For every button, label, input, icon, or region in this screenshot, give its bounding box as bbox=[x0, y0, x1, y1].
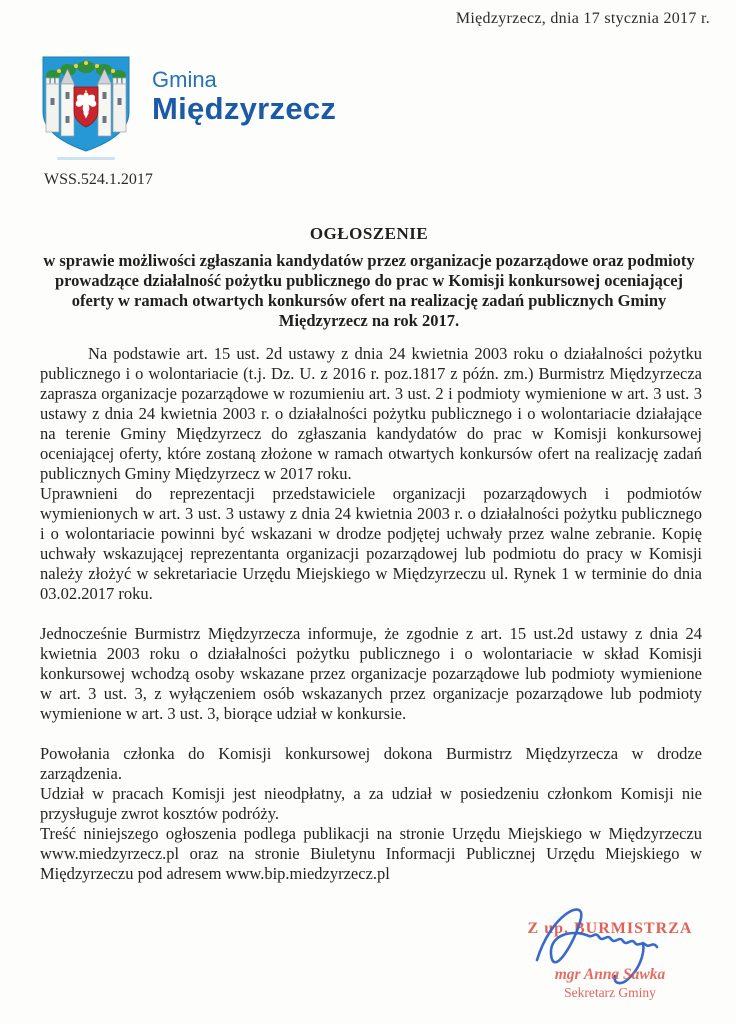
body-paragraph-1: Na podstawie art. 15 ust. 2d ustawy z dnia 24 kwietnia 2003 roku o działalności pożytku publicznego i o wolontariacie (t.j. Dz. U. z 2016 r. poz.1817 z późn. zm.) Burmistrz Międzyrzecza zaprasza organizacje pozarządowe w rozumieniu art. 3 ust. 2 i podmioty wymienione w art. 3 ust. 3 ustawy z dnia 24 kwietnia 2003 r. o działalności pożytku publicznego i o wolontariacie działające na terenie Gminy Międzyrzecz do zgłaszania kandydatów do prac w Komisji konkursowej oceniającej oferty, które zostaną złożone w ramach otwartych konkursów ofert na realizację zadań publicznych Gminy Międzyrzecz w 2017 roku. bbox=[40, 344, 702, 483]
signatory-name: mgr Anna Sawka bbox=[554, 966, 666, 983]
document-body bbox=[40, 344, 702, 884]
body-paragraph-5: Udział w pracach Komisji jest nieodpłatny, a za udział w posiedzeniu członkom Komisji nie przysługuje zwrot kosztów podróży. bbox=[40, 784, 702, 823]
logo-org-type: Gmina bbox=[152, 67, 217, 92]
reference-number: WSS.524.1.2017 bbox=[44, 171, 153, 188]
body-paragraph-6: Treść niniejszego ogłoszenia podlega publikacji na stronie Urzędu Miejskiego w Międzyrzeczu www.miedzyrzecz.pl oraz na stronie Biuletynu Informacji Publicznej Urzędu Miejskiego w Międzyrzeczu pod adresem www.bip.miedzyrzecz.pl bbox=[40, 824, 702, 883]
signatory-title: Sekretarz Gminy bbox=[564, 985, 656, 1000]
body-paragraph-3: Jednocześnie Burmistrz Międzyrzecza informuje, że zgodnie z art. 15 ust.2d ustawy z dnia 24 kwietnia 2003 roku o działalności pożytku publicznego i o wolontariacie w skład Komisji konkursowej wchodzą osoby wskazane przez organizacje pozarządowe lub podmioty wymienione w art. 3 ust. 3, z wyłączeniem osób wskazanych przez organizacje pozarządowe lub podmioty wymienione w art. 3 ust. 3, biorące udział w konkursie. bbox=[40, 624, 702, 723]
logo-org-name: Międzyrzecz bbox=[152, 91, 337, 127]
document-title-block bbox=[38, 224, 700, 331]
document-subtitle: w sprawie możliwości zgłaszania kandydatów przez organizacje pozarządowe oraz podmioty prowadzące działalność pożytku publicznego do prac w Komisji konkursowej oceniającej oferty w ramach otwartych konkursów ofert na realizację zadań publicznych Gminy Międzyrzecz na rok 2017. bbox=[43, 251, 695, 330]
coat-of-arms-caption-line bbox=[57, 157, 115, 160]
signature-block bbox=[505, 920, 715, 1001]
coat-of-arms-icon bbox=[40, 54, 132, 154]
body-paragraph-4: Powołania członka do Komisji konkursowej dokona Burmistrz Międzyrzecza w drodze zarządzenia. bbox=[40, 744, 702, 783]
signature-stamp-authority: Z up. BURMISTRZA bbox=[527, 920, 693, 937]
municipality-logo bbox=[40, 54, 336, 160]
document-title: OGŁOSZENIE bbox=[309, 224, 429, 243]
body-paragraph-2: Uprawnieni do reprezentacji przedstawiciele organizacji pozarządowych i podmiotów wymienionych w art. 3 ust. 3 ustawy z dnia 24 kwietnia 2003 r. o działalności pożytku publicznego i o wolontariacie powinni być wskazani w drodze podjętej uchwały przez walne zebranie. Kopię uchwały wskazującej reprezentanta organizacji pozarządowej lub podmiotu do pracy w Komisji należy złożyć w sekretariacie Urzędu Miejskiego w Międzyrzeczu ul. Rynek 1 w terminie do dnia 03.02.2017 roku. bbox=[40, 484, 702, 603]
date-line: Międzyrzecz, dnia 17 stycznia 2017 r. bbox=[455, 10, 710, 27]
